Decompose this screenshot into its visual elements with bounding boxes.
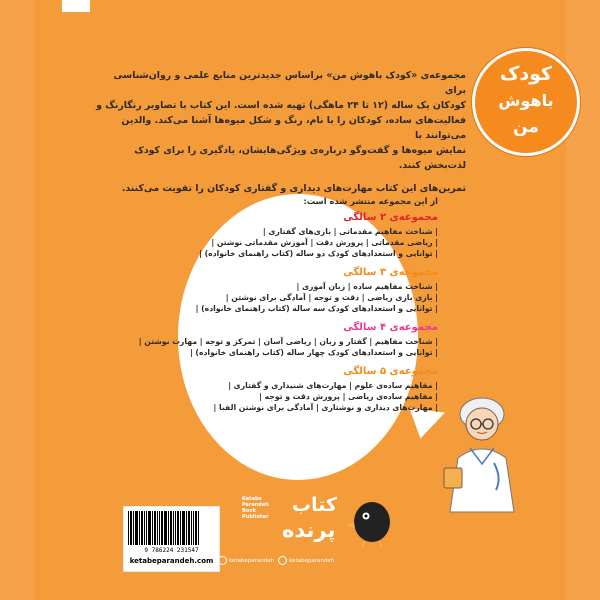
- crow-icon: [342, 496, 402, 548]
- website: ketabeparandeh.com: [129, 557, 214, 565]
- left-border: [0, 0, 34, 600]
- series-list: [138, 196, 438, 420]
- publisher-name-1: کتاب: [292, 494, 338, 516]
- barcode-block: [123, 506, 220, 572]
- intro-line-2: کودکان یک ساله (۱۲ تا ۲۴ ماهگی) تهیه شده است. این کتاب با تصاویر رنگارنگ و: [96, 100, 466, 111]
- series-line: | مفاهیم ساده‌ی ریاضی | پرورش دقت و توجه |: [259, 392, 438, 401]
- contacts: [218, 556, 408, 565]
- logo-line-2: باهوش: [498, 91, 554, 110]
- barcode: [128, 511, 215, 545]
- logo-line-3: من: [513, 117, 539, 137]
- isbn: 9 786224 231547: [144, 547, 199, 554]
- intro-line-5: تمرین‌های این کتاب مهارت‌های دیداری و گفتاری کودکان را تقویت می‌کنند.: [121, 183, 466, 194]
- series-age-2: [172, 211, 438, 259]
- series-age-5: [172, 365, 438, 413]
- intro-line-4: نمایش میوه‌ها و گفت‌وگو درباره‌ی ویژگی‌هایشان، یادگیری را برای کودک لذت‌بخش کنند.: [134, 145, 466, 171]
- series-title-age-4: مجموعه‌ی ۴ سالگی: [343, 322, 438, 333]
- telegram-icon: [278, 556, 287, 565]
- intro-line-3: فعالیت‌های ساده، کودکان را با نام، رنگ و شکل میوه‌ها آشنا می‌کند. والدین می‌توانند با: [121, 115, 466, 141]
- contact-text: ketabeparandeh: [229, 557, 275, 564]
- series-line: | شناخت مفاهیم ساده | زبان آموزی |: [296, 282, 438, 291]
- grandma-illustration: [434, 390, 534, 516]
- series-title-age-2: مجموعه‌ی ۲ سالگی: [343, 212, 438, 223]
- top-corner-mark: [62, 0, 90, 12]
- logo-line-1: کودک: [499, 63, 553, 85]
- series-title-age-3: مجموعه‌ی ۳ سالگی: [343, 267, 438, 278]
- series-line: | شناخت مفاهیم مقدماتی | بازی‌های گفتاری |: [262, 227, 438, 236]
- series-line: | ریاضی مقدماتی | پرورش دقت | آموزش مقدماتی نوشتن |: [211, 238, 438, 247]
- contact-text: ketabeparandeh: [289, 557, 335, 564]
- series-line: | مهارت‌های دیداری و نوشتاری | آمادگی برای نوشتن الفبا |: [213, 403, 438, 412]
- intro-text: [96, 68, 466, 196]
- series-line: | توانایی و استعدادهای کودک سه ساله (کتاب راهنمای خانواده) |: [195, 304, 438, 313]
- contact-instagram[interactable]: [218, 556, 274, 565]
- series-line: | بازی بازی ریاضی | دقت و توجه | آمادگی برای نوشتن |: [225, 293, 438, 302]
- series-line: | توانایی و استعدادهای کودک دو ساله (کتاب راهنمای خانواده) |: [199, 249, 438, 258]
- publisher-latin-name: Ketabe Parandeh Book Publisher: [242, 496, 269, 520]
- publisher-name-2: پرنده: [282, 518, 336, 542]
- series-title-age-5: مجموعه‌ی ۵ سالگی: [343, 366, 438, 377]
- series-line: | شناخت مفاهیم | گفتار و زبان | ریاضی آسان | تمرکز و توجه | مهارت نوشتن |: [138, 337, 438, 346]
- contact-telegram[interactable]: [278, 556, 334, 565]
- series-age-3: [172, 266, 438, 314]
- series-logo: [472, 48, 580, 156]
- publisher-logo: [238, 494, 408, 552]
- series-lead: از این مجموعه منتشر شده است:: [303, 196, 438, 206]
- series-line: | توانایی و استعدادهای کودک چهار ساله (کتاب راهنمای خانواده) |: [189, 348, 438, 357]
- intro-line-1: مجموعه‌ی «کودک باهوش من» براساس جدیدترین منابع علمی و روان‌شناسی برای: [113, 70, 466, 96]
- series-line: | مفاهیم ساده‌ی علوم | مهارت‌های شنیداری و گفتاری |: [228, 381, 438, 390]
- series-age-4: [138, 321, 438, 358]
